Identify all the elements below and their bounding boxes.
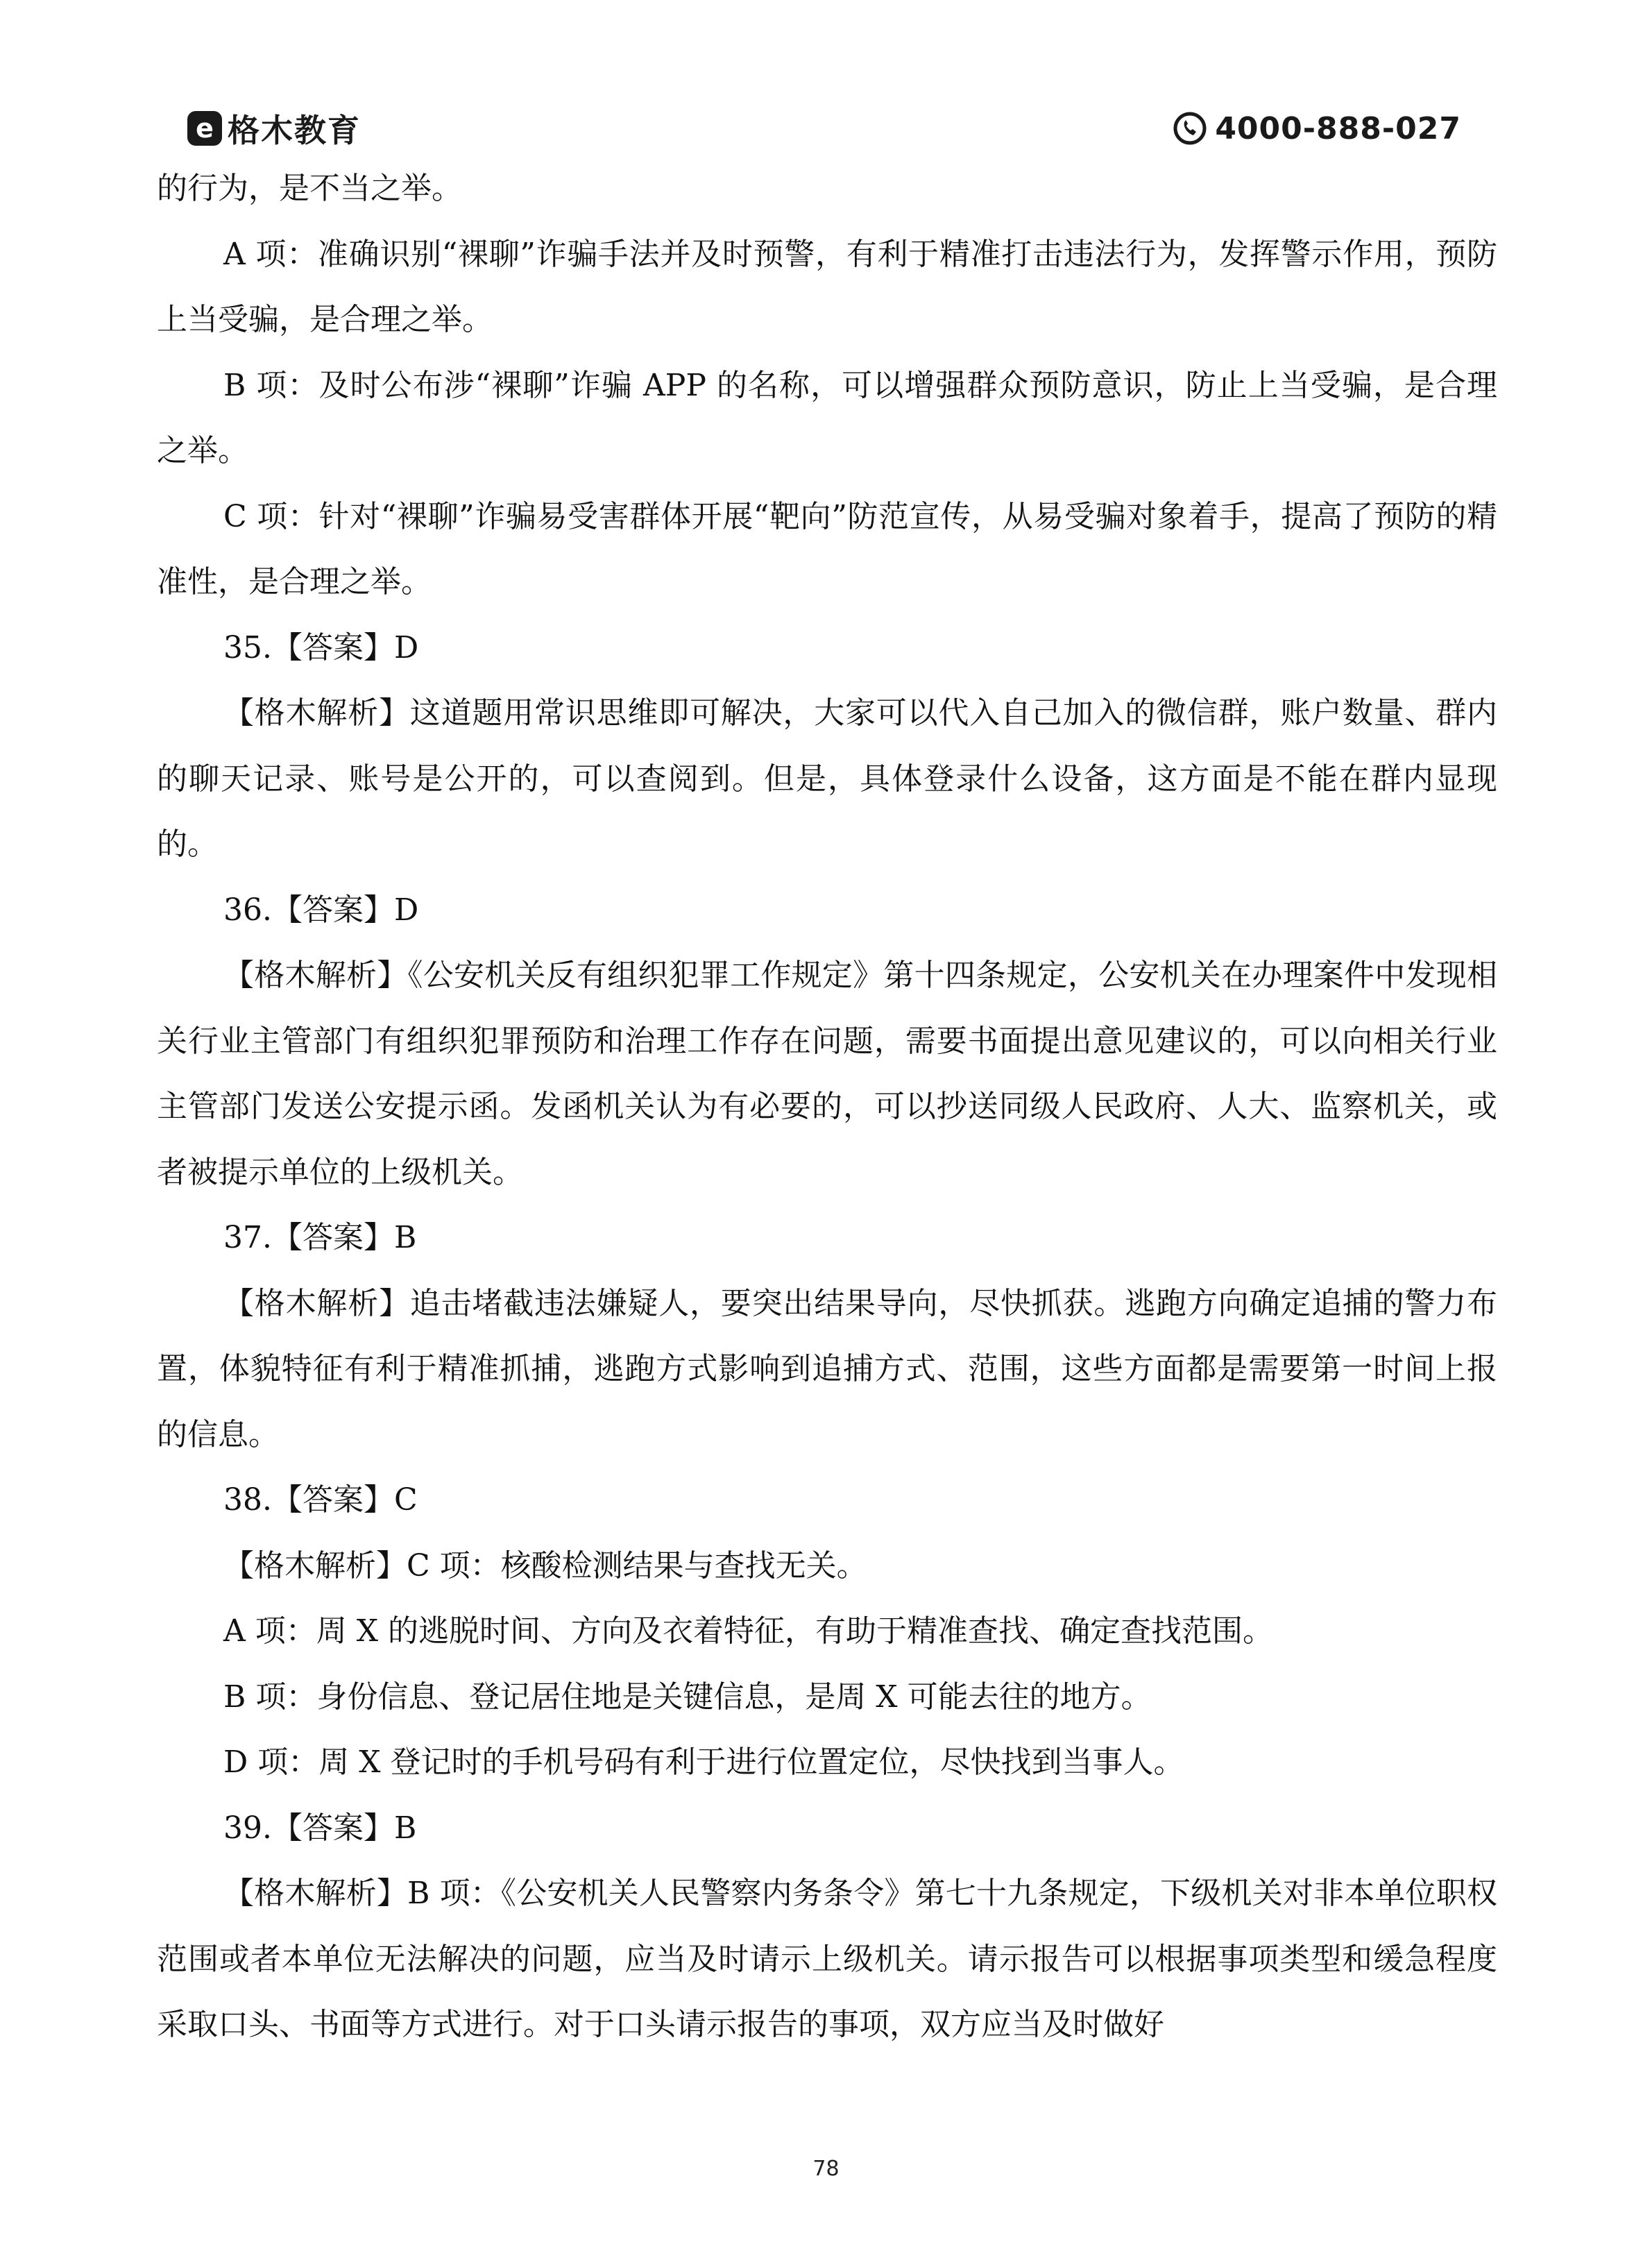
- paragraph: D 项：周 X 登记时的手机号码有利于进行位置定位，尽快找到当事人。: [223, 1744, 1184, 1780]
- paragraph: B 项：身份信息、登记居住地是关键信息，是周 X 可能去往的地方。: [223, 1679, 1152, 1715]
- paragraph: 【格木解析】B 项：《公安机关人民警察内务条令》第七十九条规定，下级机关对非本单位职权范围或者本单位无法解决的问题，应当及时请示上级机关。请示报告可以根据事项类型和缓急程度采取口头、书面等方式进行。对于口头请示报告的事项，双方应当及时做好: [157, 1876, 1497, 2042]
- hotline-number: 4000-888-027: [1215, 110, 1461, 146]
- hotline: [1172, 110, 1461, 146]
- page-number: 78: [812, 2157, 840, 2181]
- paragraph: 38.【答案】C: [223, 1482, 418, 1518]
- paragraph: A 项：周 X 的逃脱时间、方向及衣着特征，有助于精准查找、确定查找范围。: [223, 1613, 1274, 1649]
- paragraph: 37.【答案】B: [223, 1220, 417, 1255]
- paragraph: 【格木解析】追击堵截违法嫌疑人，要突出结果导向，尽快抓获。逃跑方向确定追捕的警力布置，体貌特征有利于精准抓捕，逃跑方式影响到追捕方式、范围，这些方面都是需要第一时间上报的信息。: [157, 1285, 1497, 1452]
- logo-e-icon: e: [187, 111, 222, 146]
- paragraph: 39.【答案】B: [223, 1810, 417, 1846]
- paragraph: 36.【答案】D: [223, 892, 419, 928]
- paragraph: 35.【答案】D: [223, 629, 419, 665]
- paragraph: 【格木解析】《公安机关反有组织犯罪工作规定》第十四条规定，公安机关在办理案件中发现相关行业主管部门有组织犯罪预防和治理工作存在问题，需要书面提出意见建议的，可以向相关行业主管部门发送公安提示函。发函机关认为有必要的，可以抄送同级人民政府、人大、监察机关，或者被提示单位的上级机关。: [157, 958, 1497, 1190]
- brand-name: 格木教育: [228, 112, 361, 149]
- paragraph: 的行为，是不当之举。: [157, 171, 462, 206]
- paragraph: B 项：及时公布涉“裸聊”诈骗 APP 的名称，可以增强群众预防意识，防止上当受骗，是合理之举。: [157, 367, 1497, 468]
- paragraph: A 项：准确识别“裸聊”诈骗手法并及时预警，有利于精准打击违法行为，发挥警示作用，预防上当受骗，是合理之举。: [157, 236, 1497, 337]
- paragraph: C 项：针对“裸聊”诈骗易受害群体开展“靶向”防范宣传，从易受骗对象着手，提高了预防的精准性，是合理之举。: [157, 498, 1497, 600]
- phone-handset-icon: [1172, 110, 1208, 146]
- brand-logo: [187, 105, 361, 151]
- page-header: [187, 104, 1461, 153]
- paragraph: 【格木解析】这道题用常识思维即可解决，大家可以代入自己加入的微信群，账户数量、群内的聊天记录、账号是公开的，可以查阅到。但是，具体登录什么设备，这方面是不能在群内显现的。: [157, 695, 1497, 862]
- document-body: [157, 156, 1497, 2058]
- paragraph: 【格木解析】C 项：核酸检测结果与查找无关。: [223, 1547, 867, 1583]
